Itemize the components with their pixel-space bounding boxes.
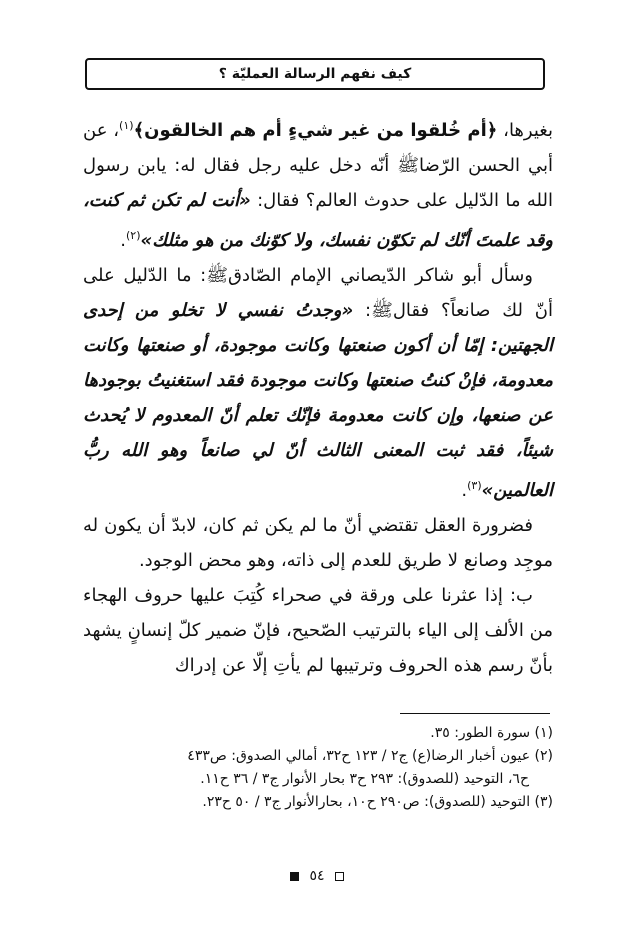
filled-square-icon [290, 872, 299, 881]
page-header-title: كيف نفهم الرسالة العمليّة ؟ [218, 66, 412, 82]
paragraph-3: فضرورة العقل تقتضي أنّ ما لم يكن ثم كان، لابدّ أن يكون له موجِد وصانع لا طريق للعدم إلى ذاته، وهو محض الوجود. [83, 515, 553, 571]
hadith-quote: «وجدتُ نفسي لا تخلو من إحدى الجهتين: إمّا أن أكون صنعتها وكانت موجودة، أو صنعتها وكانت معدومة، فإنْ كنتُ صنعتها وكانت موجودة فقد استغنيتُ بوجودها عن صنعها، وإن كانت معدومة فإنّك تعلم أنّ المعدوم لا يُحدث شيئاً، فقد ثبت المعنى الثالث أنّ لي صانعاً وهو الله ربُّ العالمين» [83, 300, 553, 501]
text-segment: وسأل أبو شاكر الدّيصاني الإمام الصّادق [228, 265, 533, 286]
quran-verse: ﴿أم خُلقوا من غير شيءٍ أم هم الخالقون﴾ [133, 120, 498, 141]
footnote-1: (١) سورة الطور: ٣٥. [430, 725, 553, 741]
footnote-divider [400, 713, 550, 714]
footnotes [83, 722, 553, 814]
paragraph-1: بغيرها، ﴿أم خُلقوا من غير شيءٍ أم هم الخالقون﴾$^{(١)}$، عن أبي الحسن الرّضاﷺ أنّه دخل عليه رجل فقال له: يابن رسول الله ما الدّليل على حدوث العالم؟ فقال: «أنت لم تكن ثم كنت، وقد علمتَ أنّك لم تكوّن نفسك، ولا كوّنك من هو مثلك»$^{(٢)}$. [83, 119, 553, 251]
footnote-2: (٢) عيون أخبار الرضا(ع) ج٢ / ١٢٣ ح٣٢، أمالي الصدوق: ص٤٣٣ [187, 748, 553, 764]
text-segment: : [353, 300, 372, 321]
footnote-3: (٣) التوحيد (للصدوق): ص٢٩٠ ح١٠، بحارالأنوار ج٣ / ٥٠ ح٢٣. [202, 794, 553, 810]
text-segment: أنّه دخل عليه رجل فقال له: يابن رسول الله ما الدّليل على حدوث العالم؟ فقال: [83, 155, 553, 211]
text-segment: بغيرها، [497, 120, 553, 141]
text-segment: : ما الدّليل على أنّ لك صانعاً؟ فقال [83, 265, 553, 321]
paragraph-2: وسأل أبو شاكر الدّيصاني الإمام الصّادقﷺ: ما الدّليل على أنّ لك صانعاً؟ فقالﷺ: «وجدتُ نفسي لا تخلو من إحدى الجهتين: إمّا أن أكون صنعتها وكانت موجودة، أو صنعتها وكانت معدومة، فإنْ كنتُ صنعتها وكانت موجودة فقد استغنيتُ بوجودها عن صنعها، وإن كانت معدومة فإنّك تعلم أنّ المعدوم لا يُحدث شيئاً، فقد ثبت المعنى الثالث أنّ لي صانعاً وهو الله ربُّ العالمين»$^{(٣)}$. [83, 265, 553, 501]
footnote-ref-2: (٢) [125, 229, 141, 242]
honorific-symbol: ﷺ [206, 265, 228, 286]
page-header [85, 58, 545, 90]
text-segment: ، عن أبي الحسن الرّضا [83, 120, 553, 176]
main-text [83, 108, 553, 683]
footnote-ref-3: (٣) [467, 479, 482, 492]
paragraph-4: ب: إذا عثرنا على ورقة في صحراء كُتِبَ عليها حروف الهجاء من الألف إلى الياء بالترتيب الصّحيح، فإنّ ضمير كلّ إنسانٍ يشهد بأنّ رسم هذه الحروف وترتيبها لم يأتِ إلّا عن إدراك [83, 585, 553, 676]
hadith-quote: «أنت لم تكن ثم كنت، وقد علمتَ أنّك لم تكوّن نفسك، ولا كوّنك من هو مثلك» [83, 190, 553, 251]
honorific-symbol: ﷺ [371, 300, 393, 321]
empty-square-icon [335, 872, 344, 881]
page-footer [0, 868, 634, 884]
footnote-2-continued: ح٦، التوحيد (للصدوق): ٢٩٣ ح٣ بحار الأنوار ج٣ / ٣٦ ح١١. [200, 771, 529, 787]
honorific-symbol: ﷺ [397, 155, 419, 176]
footnote-ref-1: (١) [119, 119, 134, 132]
page-number: ٥٤ [309, 868, 325, 884]
